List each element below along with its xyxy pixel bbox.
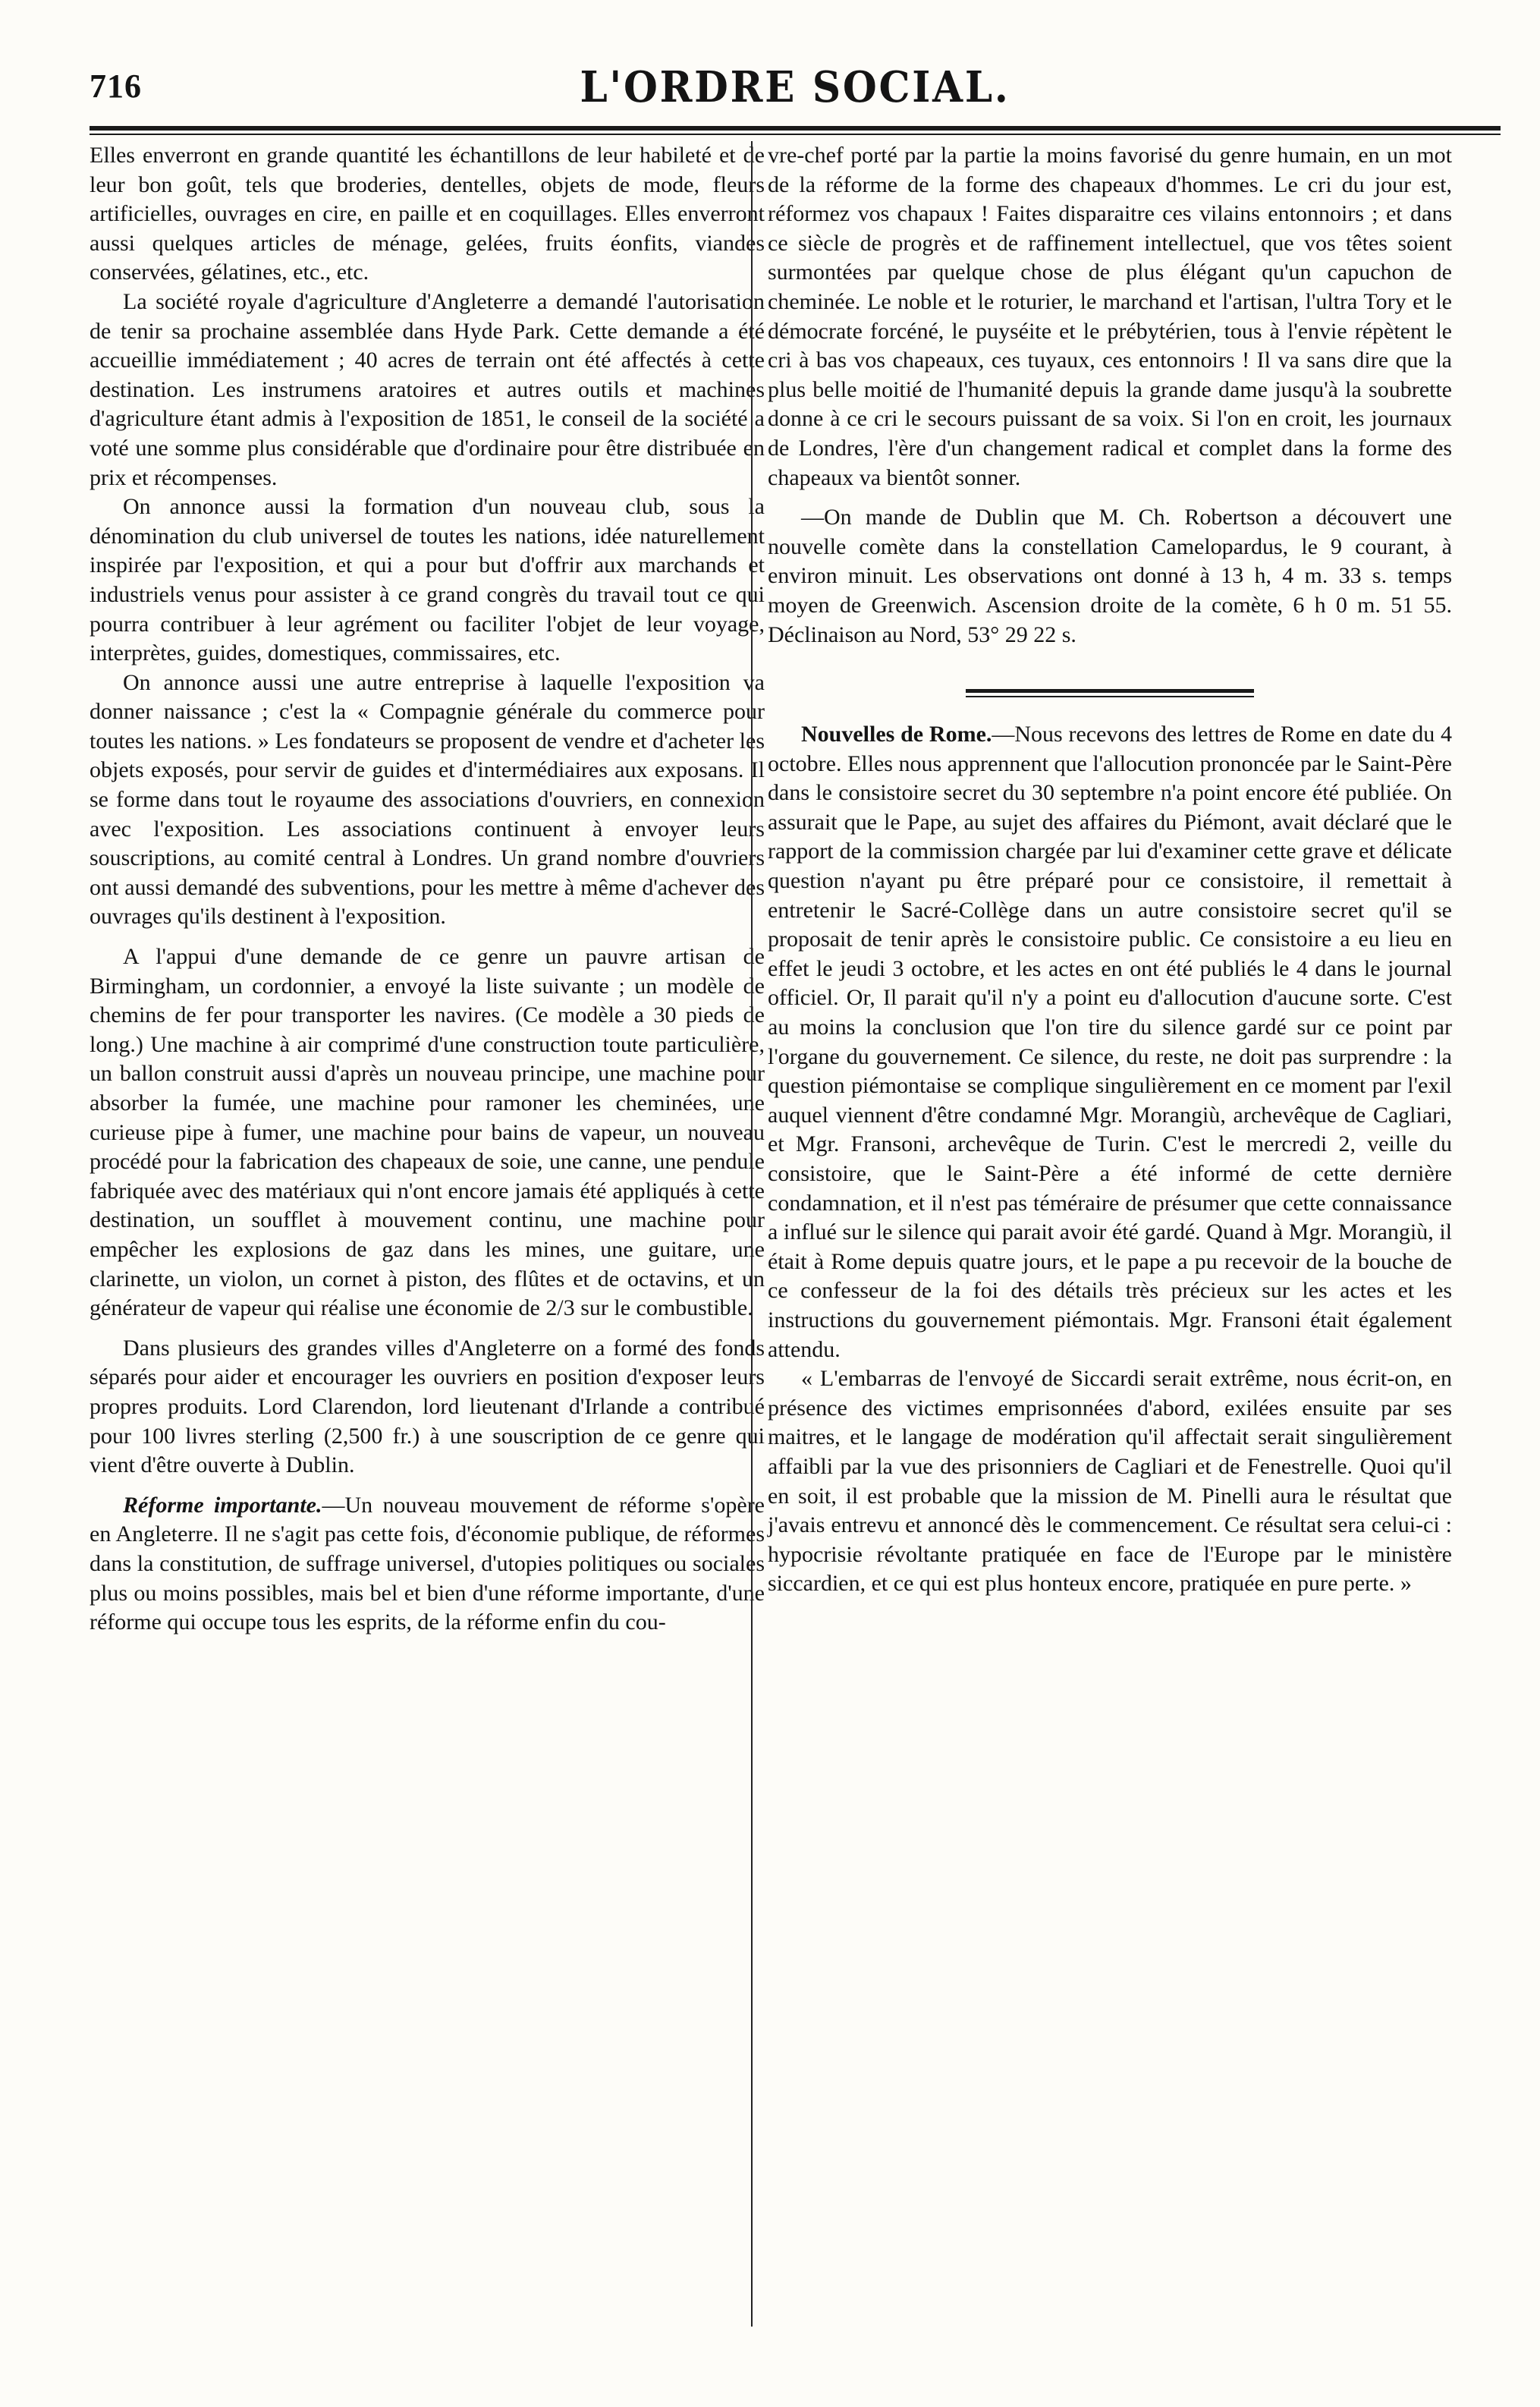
article-paragraph: « L'embarras de l'envoyé de Siccardi serait extrême, nous écrit-on, en présence des victimes emprisonnées d'abord, exilées ensuite par ses maitres, et le langage de modération qu'il affectait serait singulièrement affaibli par la vue des prisonniers de Cagliari et de Fenestrelle. Quoi qu'il en soit, il est probable que la mission de M. Pinelli aura le résultat que j'avais entrevu et annoncé dès le commencement. Ce résultat sera celui-ci : hypocrisie révoltante pratiquée en face de l'Europe par le ministère siccardien, et ce qui est plus honteux encore, pratiquée en pure perte. » — [768, 1366, 1452, 1597]
article-paragraph: On annonce aussi la formation d'un nouveau club, sous la dénomination du club universel de toutes les nations, idée naturellement inspirée par l'exposition, et qui a pour but d'offrir aux marchands et industriels venus pour assister à ce grand congrès du travail tout ce qui pourra contribuer à leur agrément ou faciliter l'objet de leur voyage, interprètes, guides, domestiques, commissaires, etc. — [90, 494, 765, 666]
left-column — [90, 141, 765, 1638]
header-rule — [90, 126, 1501, 131]
header-rule-thin — [90, 134, 1501, 135]
section-heading-reforme: Réforme importante. — [123, 1492, 322, 1518]
article-paragraph-rome — [768, 720, 1452, 1364]
page-header — [90, 62, 1501, 115]
article-paragraph: —On mande de Dublin que M. Ch. Robertson a découvert une nouvelle comète dans la constellation Camelopardus, le 9 courant, à environ minuit. Les observations ont donné à 13 h, 4 m. 33 s. temps moyen de Greenwich. Ascension droite de la comète, 6 h 0 m. 51 55. Déclinaison au Nord, 53° 29 22 s. — [768, 505, 1452, 647]
right-column — [768, 141, 1452, 1599]
article-paragraph: Elles enverront en grande quantité les échantillons de leur habileté et de leur bon goût, tels que broderies, dentelles, objets de mode, fleurs artificielles, ouvrages en cire, en paille et en coquillages. Elles enverront aussi quelques articles de ménage, gelées, fruits éonfits, viandes conservées, gélatines, etc., etc. — [90, 143, 765, 285]
article-paragraph: vre-chef porté par la partie la moins favorisé du genre humain, en un mot de la réforme de la forme des chapeaux d'hommes. Le cri du jour est, réformez vos chapaux ! Faites disparaitre ces vilains entonnoirs ; et dans ce siècle de progrès et de raffinement intellectuel, que vos têtes soient surmontées par quelque chose de plus élégant qu'un capuchon de cheminée. Le noble et le roturier, le marchand et l'artisan, l'ultra Tory et le démocrate forcéné, le puyséite et le prébytérien, tous à l'envie répètent le cri à bas vos chapeaux, ces tuyaux, ces entonnoirs ! Il va sans dire que la plus belle moitié de l'humanité depuis la grande dame jusqu'à la soubrette donne à ce cri le secours puissant de sa voix. Si l'on en croit, les journaux de Londres, l'ère d'un changement radical et complet dans la forme des chapeaux va bientôt sonner. — [768, 143, 1452, 490]
article-paragraph: A l'appui d'une demande de ce genre un pauvre artisan de Birmingham, un cordonnier, a envoyé la liste suivante ; un modèle de chemins de fer pour transporter les navires. (Ce modèle a 30 pieds de long.) Une machine à air comprimé d'une construction toute particulière, un ballon construit aussi d'après un nouveau principe, une machine pour absorber la fumée, une machine pour ramoner les cheminées, une curieuse pipe à fumer, une machine pour bains de vapeur, un nouveau procédé pour la fabrication des chapeaux de soie, une canne, une pendule fabriquée avec des matériaux qui n'ont encore jamais été appliqués à cette destination, un soufflet à mouvement continu, une machine pour empêcher les explosions de gaz dans les mines, une guitare, une clarinette, un violon, un cornet à piston, des flûtes et de octavins, et un générateur de vapeur qui réalise une économie de 2/3 sur le combustible. — [90, 944, 765, 1321]
article-text: —Un nouveau mouvement de réforme s'opère en Angleterre. Il ne s'agit pas cette fois, d'économie publique, de réformes dans la constitution, de suffrage universel, d'utopies politiques ou sociales plus ou moins possibles, mais bel et bien d'une réforme importante, d'une réforme qui occupe tous les esprits, de la réforme enfin du cou- — [90, 1492, 765, 1635]
journal-title: L'ORDRE SOCIAL. — [580, 62, 1010, 112]
section-heading-rome: Nouvelles de Rome. — [801, 722, 992, 747]
article-paragraph-reforme — [90, 1491, 765, 1638]
section-separator — [966, 689, 1254, 697]
article-paragraph: Dans plusieurs des grandes villes d'Angleterre on a formé des fonds séparés pour aider et encourager les ouvriers en position d'exposer leurs propres produits. Lord Clarendon, lord lieutenant d'Irlande a contribué pour 100 livres sterling (2,500 fr.) à une souscription de ce genre qui vient d'être ouverte à Dublin. — [90, 1335, 765, 1478]
article-paragraph: La société royale d'agriculture d'Angleterre a demandé l'autorisation de tenir sa prochaine assemblée dans Hyde Park. Cette demande a été accueillie immédiatement ; 40 acres de terrain ont été affectés à cette destination. Les instrumens aratoires et autres outils et machines d'agriculture étant admis à l'exposition de 1851, le conseil de la société a voté une somme plus considérable que d'ordinaire pour être distribuée en prix et récompenses. — [90, 288, 765, 490]
column-divider — [751, 141, 753, 2327]
article-paragraph: On annonce aussi une autre entreprise à laquelle l'exposition va donner naissance ; c'est la « Compagnie générale du commerce pour toutes les nations. » Les fondateurs se proposent de vendre et d'acheter les objets exposés, pour servir de guides et d'intermédiaires aux exposans. Il se forme dans tout le royaume des associations d'ouvriers, en connexion avec l'exposition. Les associations continuent à envoyer leurs souscriptions, au comité central à Londres. Un grand nombre d'ouvriers ont aussi demandé des subventions, pour les mettre à même d'achever des ouvrages qu'ils destinent à l'exposition. — [90, 669, 765, 930]
page-number: 716 — [90, 68, 142, 105]
article-text: —Nous recevons des lettres de Rome en date du 4 octobre. Elles nous apprennent que l'allocution prononcée par le Saint-Père dans le consistoire secret du 30 septembre n'a point encore été publiée. On assurait que le Pape, au sujet des affaires du Piémont, avait déclaré que le rapport de la commission chargée par lui d'examiner cette grave et délicate question n'ayant pu être préparé pour ce consistoire, il remettait à entretenir le Sacré-Collège dans un autre consistoire secret qu'il se proposait de tenir après le consistoire public. Ce consistoire a eu lieu en effet le jeudi 3 octobre, et les actes en ont été publiés le 4 dans le journal officiel. Or, Il parait qu'il n'y a point eu d'allocution d'aucune sorte. C'est au moins la conclusion que l'on tire du silence gardé sur ce point par l'organe du gouvernement. Ce silence, du reste, ne doit pas surprendre : la question piémontaise se complique singulièrement en ce moment par l'exil auquel viennent d'être condamné Mgr. Morangiù, archevêque de Cagliari, et Mgr. Fransoni, archevêque de Turin. C'est le mercredi 2, veille du consistoire, que le Saint-Père a été informé de cette dernière condamnation, et il n'est pas téméraire de présumer que cette connaissance a influé sur le silence qui parait avoir été gardé. Quand à Mgr. Morangiù, il était à Rome depuis quatre jours, et le pape a pu recevoir de la bouche de ce confesseur de la foi des détails très précieux sur les actes et les instructions du gouvernement piémontais. Mgr. Fransoni était également attendu. — [768, 722, 1453, 1362]
